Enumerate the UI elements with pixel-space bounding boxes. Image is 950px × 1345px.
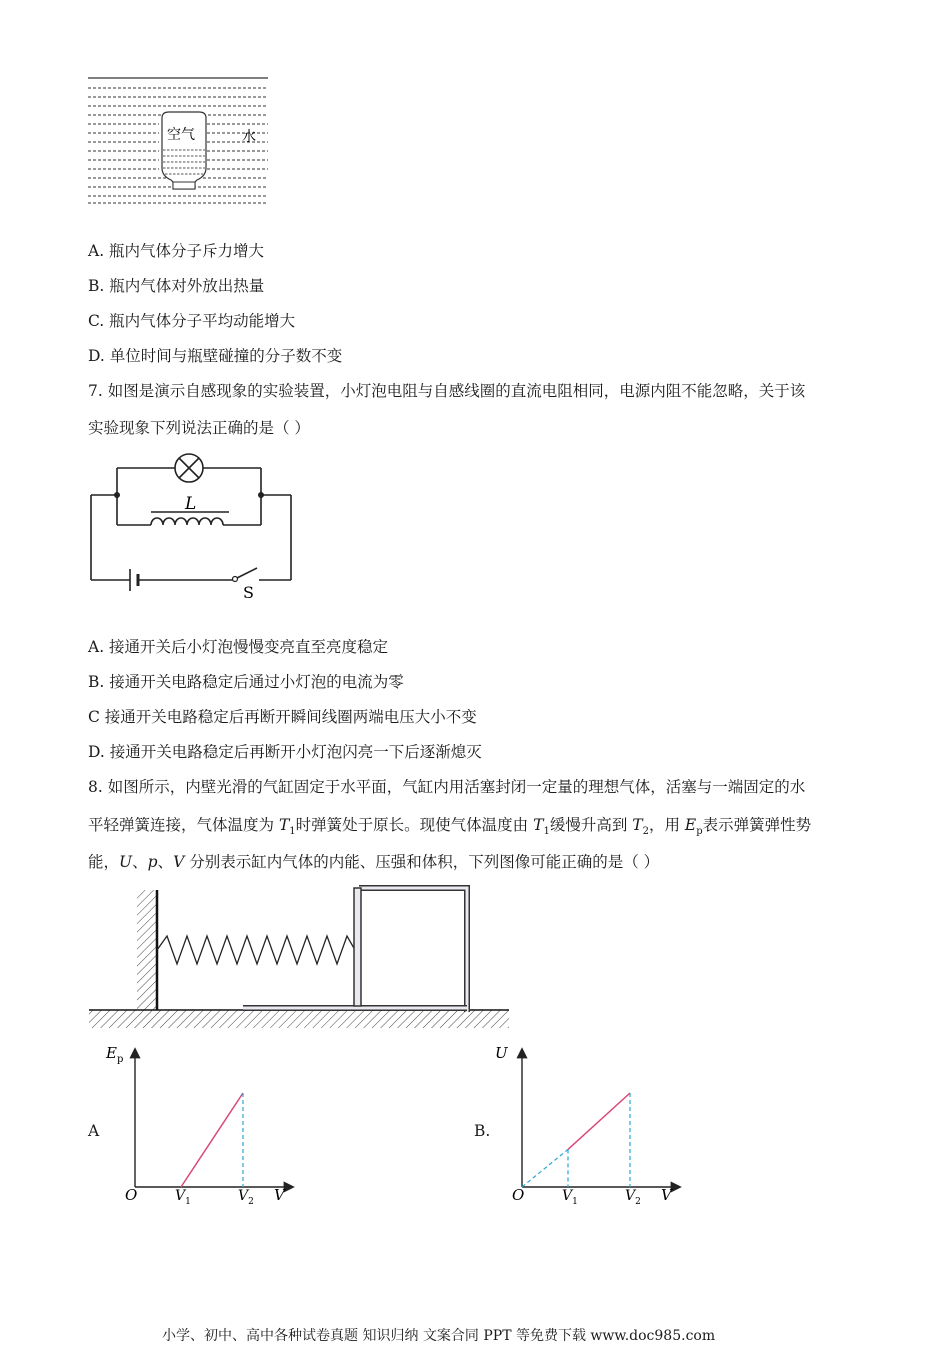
graph-b-xlabel: V (661, 1186, 672, 1204)
q8-stem-line3: 能，U、p、V 分别表示缸内气体的内能、压强和体积，下列图像可能正确的是（ ） (88, 853, 660, 871)
cylinder-figure (85, 882, 515, 1032)
graph-a (100, 1040, 300, 1215)
graph-a-ylabel: $E_p$ (106, 1044, 124, 1065)
q7-option-d: D. 接通开关电路稳定后再断开小灯泡闪亮一下后逐渐熄灭 (88, 743, 482, 761)
water-label: 水 (242, 129, 256, 145)
circuit-figure (85, 450, 300, 605)
graph-a-series-solid (181, 1093, 243, 1187)
air-label: 空气 (167, 127, 195, 143)
graph-b-origin: O (512, 1186, 525, 1204)
bottle-figure (85, 72, 275, 207)
q6-option-c: C. 瓶内气体分子平均动能增大 (88, 312, 296, 330)
q7-option-b: B. 接通开关电路稳定后通过小灯泡的电流为零 (88, 673, 404, 691)
q6-option-d: D. 单位时间与瓶壁碰撞的分子数不变 (88, 347, 343, 365)
graph-a-origin: O (125, 1186, 138, 1204)
graph-b-series-solid (568, 1093, 630, 1149)
graph-b-tick-v2: $V_2$ (625, 1188, 641, 1207)
graph-b-tick-v1: $V_1$ (562, 1188, 578, 1207)
graph-b-option-label: B. (474, 1122, 491, 1140)
q8-stem-line1: 8. 如图所示，内壁光滑的气缸固定于水平面，气缸内用活塞封闭一定量的理想气体，活塞与一端固定的水 (88, 778, 806, 796)
graph-a-xlabel: V (274, 1186, 285, 1204)
q6-option-b: B. 瓶内气体对外放出热量 (88, 277, 265, 295)
page-footer: 小学、初中、高中各种试卷真题 知识归纳 文案合同 PPT 等免费下载 www.doc985.com (162, 1328, 716, 1344)
graph-a-tick-v2: $V_2$ (238, 1188, 254, 1207)
switch-label: S (243, 583, 254, 602)
q7-stem-line2: 实验现象下列说法正确的是（ ） (88, 419, 310, 437)
q7-option-c: C 接通开关电路稳定后再断开瞬间线圈两端电压大小不变 (88, 708, 477, 726)
graph-b-ylabel: U (495, 1044, 508, 1062)
graph-b-series-dashed-origin (522, 1149, 568, 1187)
graph-a-option-label: A (88, 1122, 100, 1140)
q7-option-a: A. 接通开关后小灯泡慢慢变亮直至亮度稳定 (88, 638, 389, 656)
graph-b (487, 1040, 687, 1215)
q7-stem-line1: 7. 如图是演示自感现象的实验装置，小灯泡电阻与自感线圈的直流电阻相同，电源内阻不能忽略，关于该 (88, 382, 806, 400)
q6-option-a: A. 瓶内气体分子斥力增大 (88, 242, 265, 260)
q8-stem-line2: 平轻弹簧连接，气体温度为 $T_1$时弹簧处于原长。现使气体温度由 $T_1$缓慢升高到 $T_2$，用 $E_p$表示弹簧弹性势 (88, 816, 812, 838)
inductor-label: L (185, 494, 197, 514)
graph-a-tick-v1: $V_1$ (175, 1188, 191, 1207)
